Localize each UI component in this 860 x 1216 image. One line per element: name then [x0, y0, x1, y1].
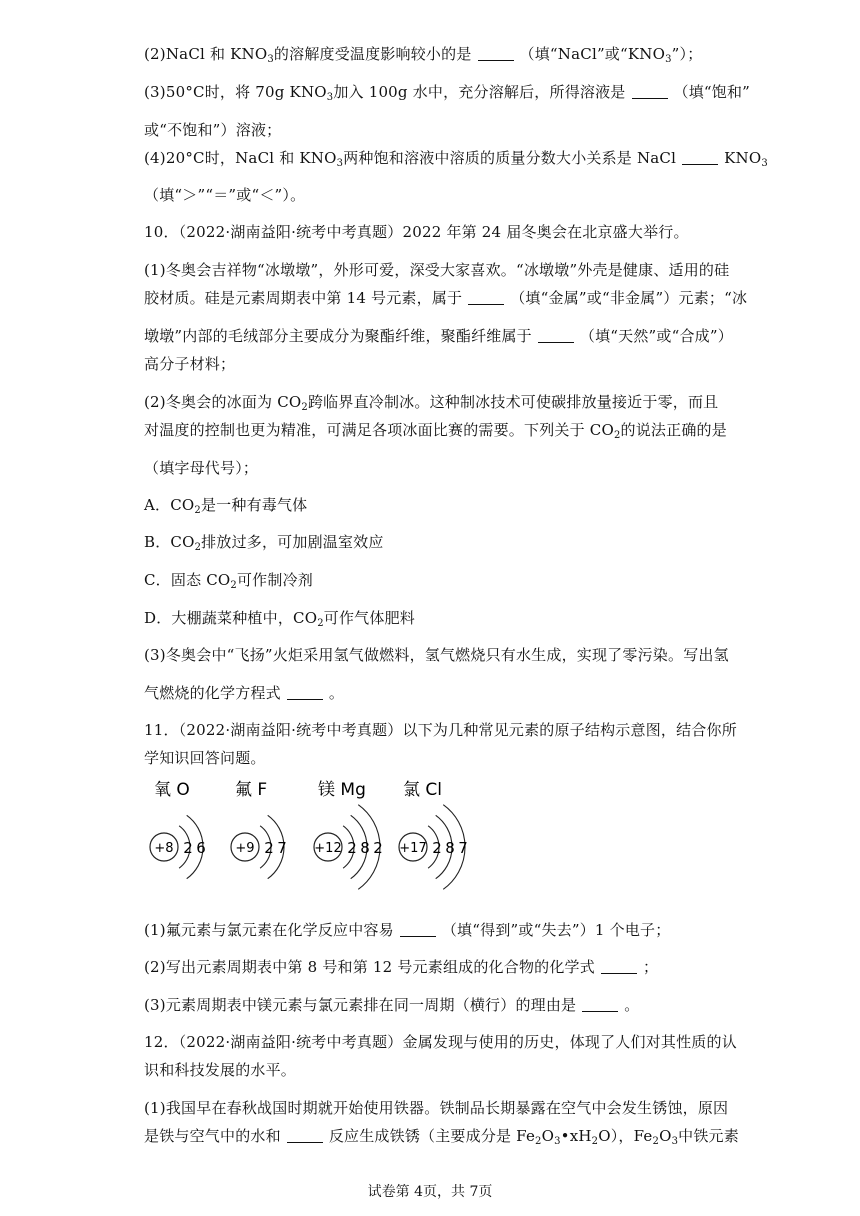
nuclear-charge: +9	[235, 841, 255, 856]
text-line	[144, 148, 768, 168]
text-run: 加入 100g 水中，充分溶解后，所得溶液是	[333, 83, 626, 101]
text-run: （填“天然”或“合成”）	[579, 327, 733, 345]
text-run: A．CO	[144, 496, 195, 514]
text-run: C．固态 CO	[144, 571, 231, 589]
text-run: 。	[328, 684, 345, 702]
answer-blank[interactable]	[400, 921, 436, 937]
electron-count: 2	[264, 839, 274, 857]
text-line	[144, 570, 313, 590]
text-run: (1)我国早在春秋战国时期就开始使用铁器。铁制品长期暴露在空气中会发生锈蚀，原因	[144, 1099, 729, 1117]
text-run: 是铁与空气中的水和	[144, 1127, 281, 1145]
subscript: 3	[554, 1136, 561, 1147]
subscript: 2	[194, 542, 202, 553]
text-run: (3)50°C时，将 70g KNO	[144, 83, 327, 101]
answer-blank[interactable]	[601, 958, 637, 974]
text-line	[144, 82, 750, 102]
text-run: 11．（2022·湖南益阳·统考中考真题）以下为几种常见元素的原子结构示意图，结合你所	[144, 721, 737, 739]
text-run: B．CO	[144, 533, 195, 551]
text-run: 的说法正确的是	[620, 421, 727, 439]
electron-count: 2	[347, 839, 357, 857]
text-run: (2)写出元素周期表中第 8 号和第 12 号元素组成的化合物的化学式	[144, 958, 595, 976]
answer-blank[interactable]	[287, 1127, 323, 1143]
atom-cl	[399, 780, 468, 889]
text-run: 排放过多，可加剧温室效应	[201, 533, 384, 551]
text-run: （填“＞”“＝”或“＜”）。	[144, 186, 306, 204]
text-run: ；	[642, 958, 659, 976]
text-line	[144, 288, 747, 308]
nuclear-charge: +8	[154, 841, 174, 856]
text-run: (1)冬奥会吉祥物“冰墩墩”，外形可爱，深受大家喜欢。“冰墩墩”外壳是健康、适用的硅	[144, 261, 730, 279]
electron-count: 2	[432, 839, 442, 857]
answer-blank[interactable]	[632, 83, 668, 99]
text-line	[144, 392, 718, 412]
text-run: 反应生成铁锈（主要成分是 Fe	[328, 1127, 536, 1145]
answer-blank[interactable]	[682, 149, 718, 165]
answer-blank[interactable]	[478, 45, 514, 61]
text-run: (2)冬奥会的冰面为 CO	[144, 393, 302, 411]
text-run: ”）；	[671, 45, 703, 63]
text-run: 跨临界直冷制冰。这种制冰技术可使碳排放量接近于零，而且	[307, 393, 719, 411]
text-line	[144, 1032, 737, 1052]
text-line	[144, 260, 729, 280]
answer-blank[interactable]	[582, 996, 618, 1012]
text-run: •xH	[560, 1127, 592, 1145]
element-label: 氯 Cl	[403, 780, 442, 800]
text-line	[144, 420, 727, 440]
text-line	[144, 995, 639, 1015]
text-line	[144, 683, 344, 703]
text-line	[144, 1126, 739, 1146]
text-run: 中铁元素	[678, 1127, 739, 1145]
subscript: 3	[671, 1136, 679, 1147]
text-line	[144, 748, 266, 768]
subscript: 2	[301, 402, 308, 413]
subscript: 2	[535, 1136, 542, 1147]
text-line	[144, 645, 729, 665]
subscript: 3	[326, 92, 334, 103]
nuclear-charge: +17	[399, 841, 427, 856]
text-line	[144, 222, 689, 242]
electron-count: 7	[458, 839, 468, 857]
text-run: （填字母代号）；	[144, 459, 259, 477]
text-run: 学知识回答问题。	[144, 749, 266, 767]
text-line	[144, 326, 733, 346]
answer-blank[interactable]	[468, 289, 504, 305]
text-run: 的溶解度受温度影响较小的是	[273, 45, 472, 63]
text-run: 10．（2022·湖南益阳·统考中考真题）2022 年第 24 届冬奥会在北京盛大举行。	[144, 223, 689, 241]
text-run: （填“NaCl”或“KNO	[519, 45, 666, 63]
text-run: O），Fe	[598, 1127, 653, 1145]
text-run: (2)NaCl 和 KNO	[144, 45, 268, 63]
text-run: 12．（2022·湖南益阳·统考中考真题）金属发现与使用的历史，体现了人们对其性质的认	[144, 1033, 737, 1051]
element-label: 氟 F	[235, 780, 268, 800]
subscript: 3	[267, 54, 274, 65]
text-line	[144, 720, 737, 740]
text-run: 墩墩”内部的毛绒部分主要成分为聚酯纤维，聚酯纤维属于	[144, 327, 532, 345]
text-run: 对温度的控制也更为精准，可满足各项冰面比赛的需要。下列关于 CO	[144, 421, 614, 439]
answer-blank[interactable]	[287, 684, 323, 700]
atom-structure-diagram	[0, 775, 860, 905]
element-label: 氧 O	[154, 780, 190, 800]
electron-count: 8	[360, 839, 370, 857]
electron-count: 2	[373, 839, 383, 857]
text-run: （填“金属”或“非金属”）元素；“冰	[510, 289, 748, 307]
text-line	[144, 532, 384, 552]
text-line	[144, 608, 415, 628]
text-run: O	[659, 1127, 672, 1145]
subscript: 2	[230, 580, 237, 591]
text-run: 可作气体肥料	[323, 609, 415, 627]
text-run: (3)元素周期表中镁元素与氯元素排在同一周期（横行）的理由是	[144, 996, 577, 1014]
element-label: 镁 Mg	[318, 780, 366, 800]
nuclear-charge: +12	[314, 841, 342, 856]
text-line	[144, 495, 307, 515]
atom-o	[150, 780, 206, 879]
subscript: 2	[613, 430, 621, 441]
text-run: D．大棚蔬菜种植中，CO	[144, 609, 318, 627]
text-run: 高分子材料；	[144, 355, 236, 373]
text-run: O	[541, 1127, 555, 1145]
atom-mg	[314, 780, 383, 889]
text-run: (3)冬奥会中“飞扬”火炬采用氢气做燃料，氢气燃烧只有水生成，实现了零污染。写出氢	[144, 646, 729, 664]
answer-blank[interactable]	[538, 327, 574, 343]
text-run: 识和科技发展的水平。	[144, 1061, 297, 1079]
text-run: (1)氟元素与氯元素在化学反应中容易	[144, 921, 394, 939]
subscript: 3	[761, 158, 768, 169]
text-line	[144, 44, 702, 64]
subscript: 2	[652, 1136, 660, 1147]
text-line	[144, 1098, 728, 1118]
text-run: KNO	[724, 149, 762, 167]
subscript: 3	[665, 54, 672, 65]
text-line	[144, 1060, 296, 1080]
text-run: （填“饱和”	[673, 83, 751, 101]
text-run: 两种饱和溶液中溶质的质量分数大小关系是 NaCl	[343, 149, 677, 167]
text-run: 是一种有毒气体	[200, 496, 308, 514]
electron-count: 2	[183, 839, 193, 857]
subscript: 2	[591, 1136, 599, 1147]
subscript: 2	[317, 618, 324, 629]
atom-f	[231, 780, 287, 879]
text-run: (4)20°C时，NaCl 和 KNO	[144, 149, 337, 167]
text-line	[144, 120, 281, 140]
text-run: （填“得到”或“失去”）1 个电子；	[441, 921, 671, 939]
electron-count: 8	[445, 839, 455, 857]
text-line	[144, 185, 305, 205]
electron-count: 6	[196, 839, 206, 857]
subscript: 3	[336, 158, 344, 169]
text-run: 胶材质。硅是元素周期表中第 14 号元素，属于	[144, 289, 463, 307]
electron-count: 7	[277, 839, 287, 857]
text-run: 可作制冷剂	[236, 571, 313, 589]
text-line	[144, 920, 670, 940]
text-line	[144, 458, 258, 478]
subscript: 2	[194, 505, 201, 516]
text-line	[144, 957, 658, 977]
text-run: 。	[624, 996, 640, 1014]
page-footer: 试卷第 4页，共 7页	[367, 1184, 493, 1200]
text-line	[144, 354, 235, 374]
text-run: 气燃烧的化学方程式	[144, 684, 281, 702]
text-run: 或“不饱和”）溶液；	[144, 121, 282, 139]
